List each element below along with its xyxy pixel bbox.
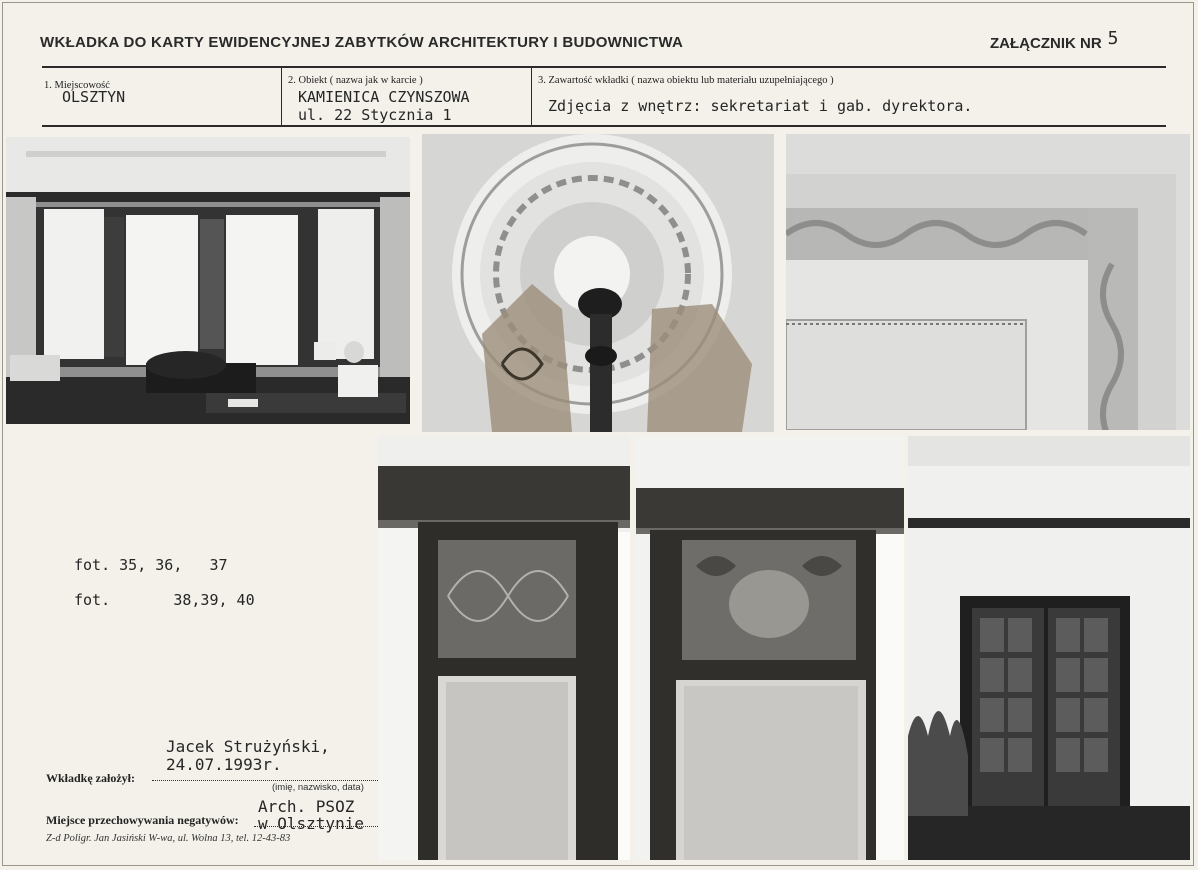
annex-label-text: ZAŁĄCZNIK NR [990, 35, 1102, 52]
storage-typed-line1: Arch. PSOZ [258, 797, 355, 816]
photo-stucco-frame [786, 134, 1190, 430]
object-value-line1: KAMIENICA CZYNSZOWA [298, 88, 470, 106]
photo-double-door [908, 436, 1190, 860]
author-typed-name: Jacek Strużyński, [166, 737, 330, 756]
object-value-line2: ul. 22 Stycznia 1 [298, 106, 452, 124]
header-rule-top [42, 66, 1166, 68]
photo-refs-line1: fot. 35, 36, 37 [74, 556, 228, 574]
annex-label [990, 28, 1119, 53]
author-label: Wkładkę założył: [46, 771, 135, 785]
author-hint: (imię, nazwisko, data) [272, 782, 364, 793]
author-typed-date: 24.07.1993r. [166, 755, 282, 774]
storage-label: Miejsce przechowywania negatywów: [46, 813, 239, 827]
field-divider-2 [531, 68, 532, 125]
photo-secretariat [6, 137, 410, 424]
photo-mirror-crest [636, 436, 904, 860]
photo-mirror-panel [378, 436, 630, 860]
place-value: OLSZTYN [62, 88, 126, 106]
place-label: 1. Miejscowość [44, 80, 110, 91]
storage-typed-line2: w Olsztynie [258, 814, 364, 833]
photo-ceiling-rosette [422, 134, 774, 432]
field-divider-1 [281, 68, 282, 125]
photo-refs-line2: fot. 38,39, 40 [74, 591, 255, 609]
object-label: 2. Obiekt ( nazwa jak w karcie ) [288, 75, 423, 86]
author-dotted-line [152, 780, 378, 781]
header-rule-bottom [42, 125, 1166, 127]
printer-imprint: Z-d Poligr. Jan Jasiński W-wa, ul. Wolna 13, tel. 12-43-83 [46, 833, 291, 844]
storage-dotted-line [254, 826, 378, 827]
annex-number: 5 [1107, 28, 1119, 49]
contents-value: Zdjęcia z wnętrz: sekretariat i gab. dyrektora. [548, 97, 973, 115]
form-title: WKŁADKA DO KARTY EWIDENCYJNEJ ZABYTKÓW ARCHITEKTURY I BUDOWNICTWA [40, 34, 684, 51]
contents-label: 3. Zawartość wkładki ( nazwa obiektu lub materiału uzupełniającego ) [538, 75, 834, 86]
